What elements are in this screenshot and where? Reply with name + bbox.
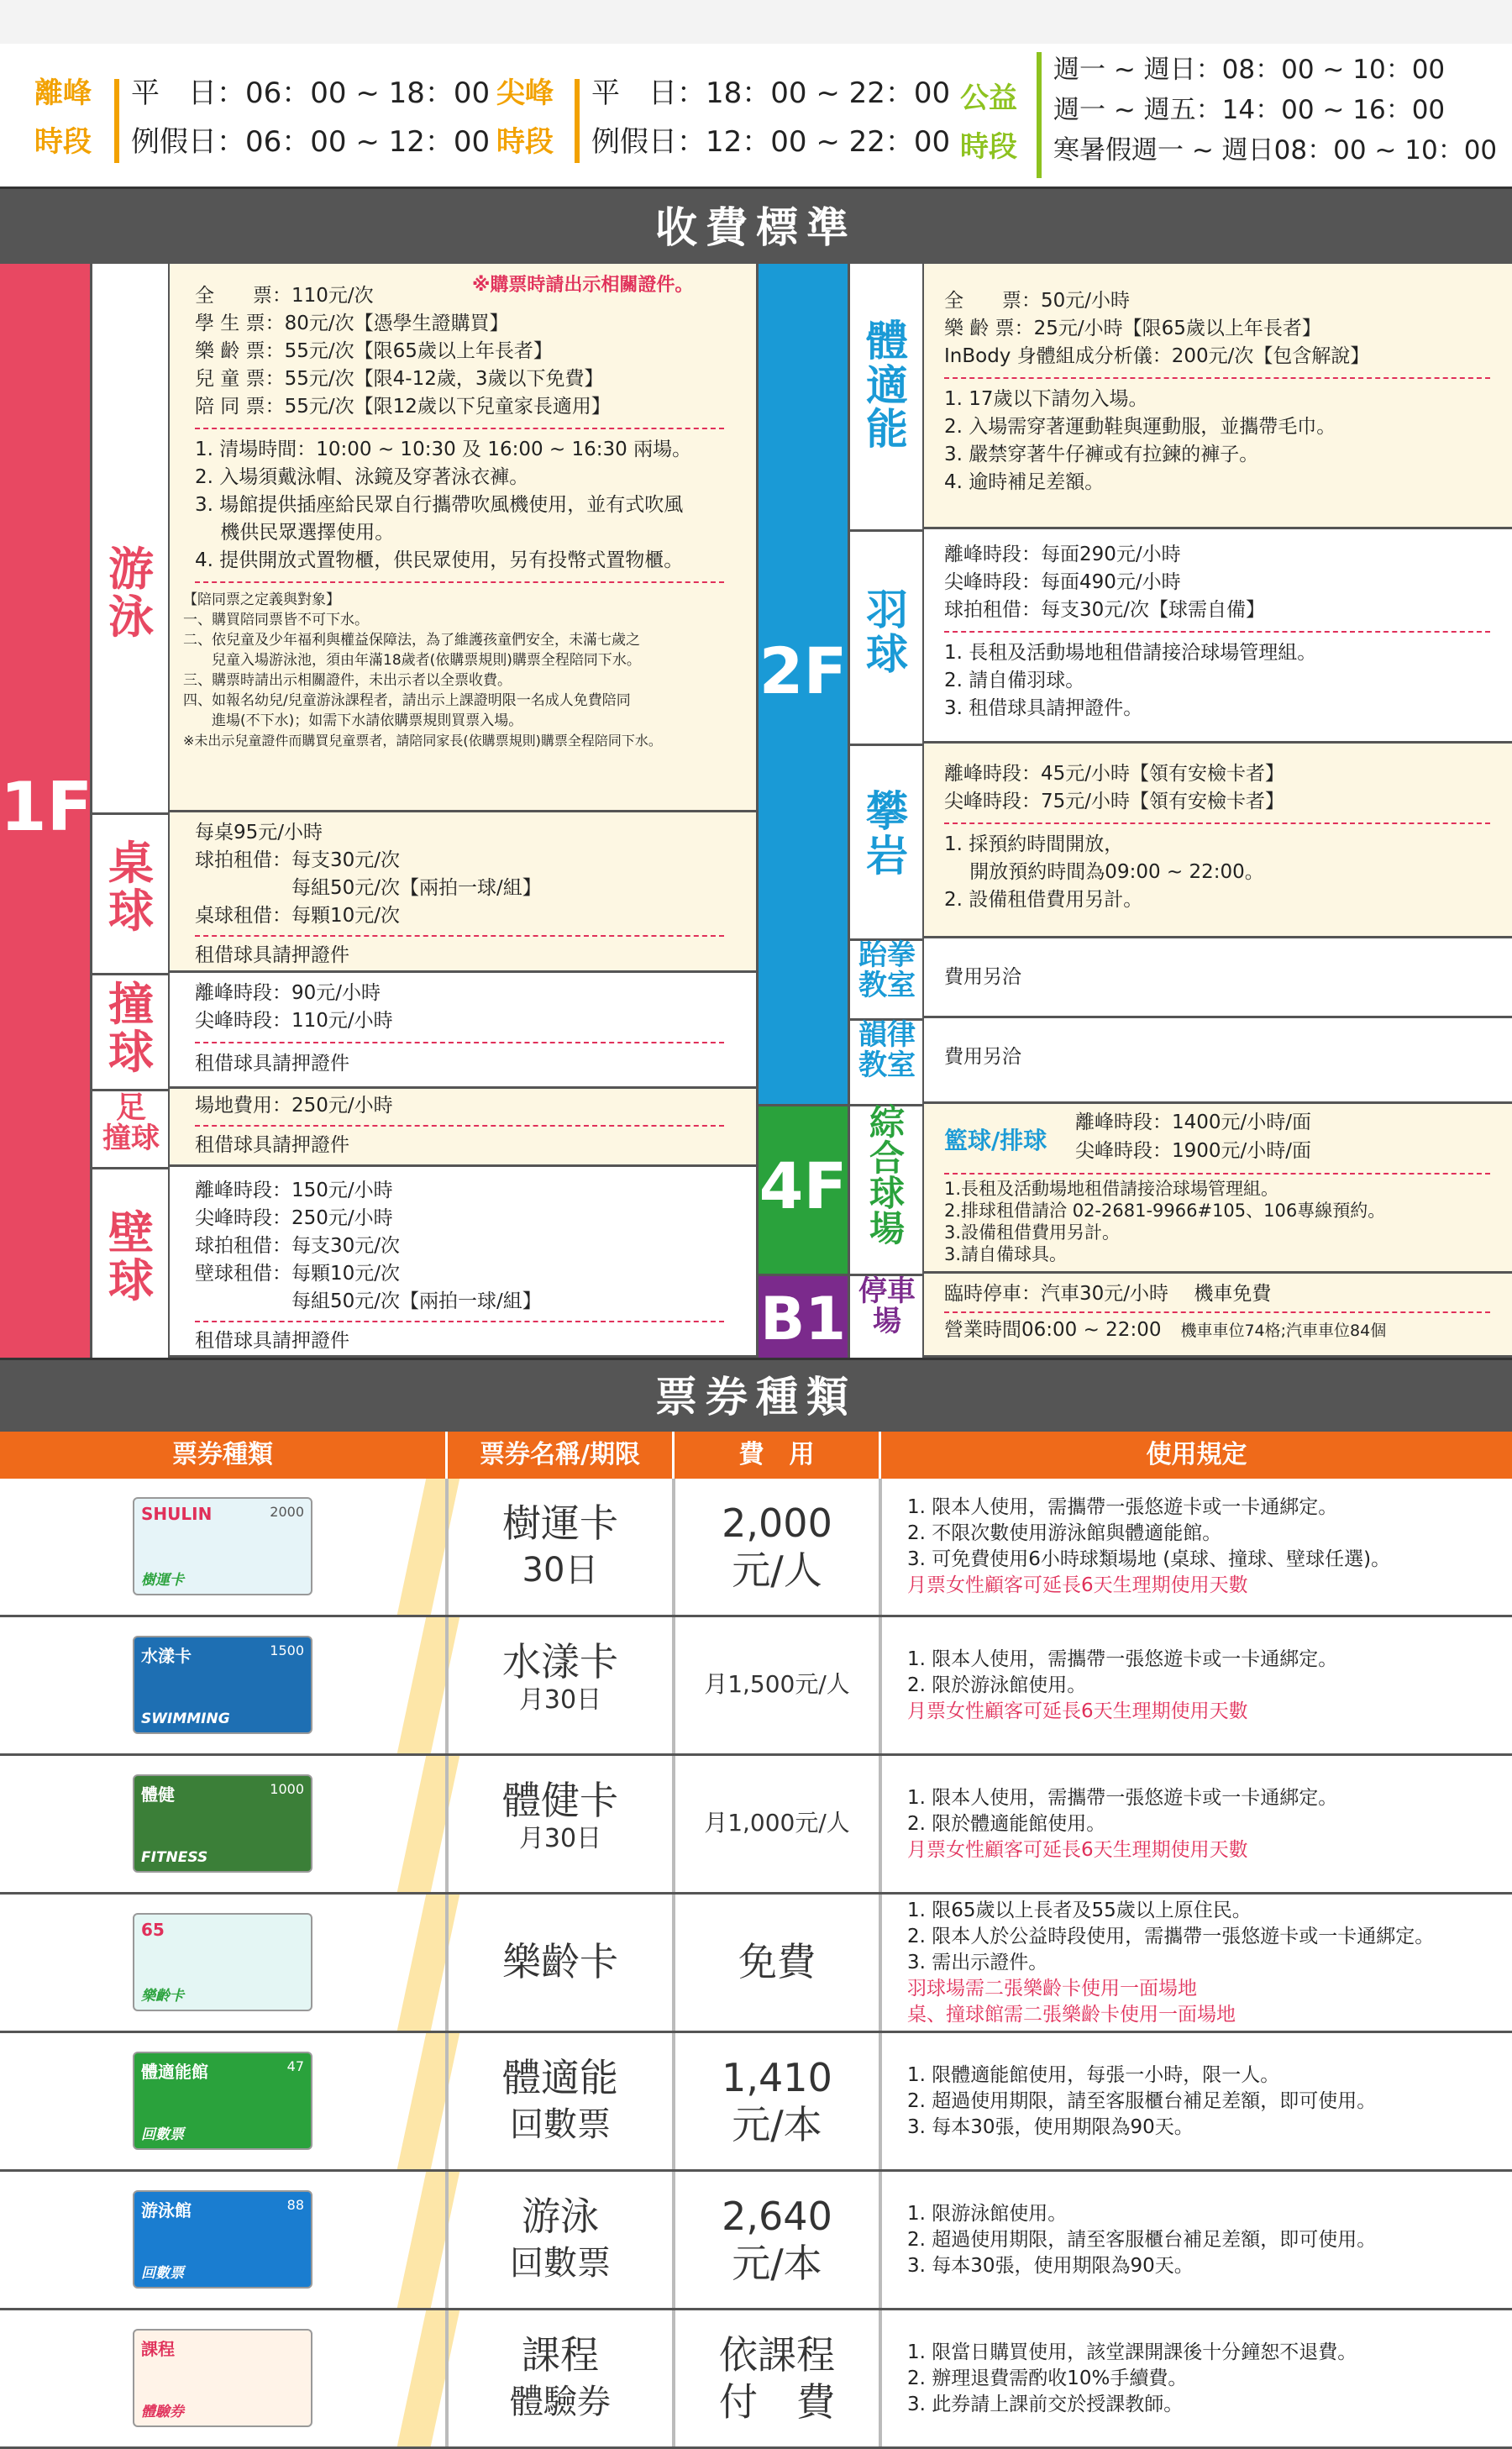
rule-line: 2. 不限次數使用游泳館與體適能館。 [907, 1522, 1222, 1544]
climbing-name: 攀岩 [866, 787, 908, 880]
squash-cell [170, 1167, 756, 1358]
divider [879, 1617, 882, 1753]
companion-line: 三、購票時請出示相關證件，未出示者以全票收費。 [183, 672, 512, 689]
divider [879, 1895, 882, 2031]
rule-line: 3. 嚴禁穿著牛仔褲或有拉鍊的褲子。 [944, 444, 1259, 465]
rule-line: 3.設備租借費用另計。 [944, 1222, 1121, 1243]
rule-line: 1. 採預約時間開放， [944, 833, 1124, 855]
tickets-title: 票券種類 [0, 1358, 1512, 1432]
divider [879, 2033, 882, 2169]
card-subtitle: 樂齡卡 [141, 1988, 184, 2005]
football-cell [170, 1089, 756, 1167]
card-title: 65 [141, 1920, 165, 1940]
price-line: 桌球租借：每顆10元/次 [195, 905, 401, 927]
divider [879, 1479, 882, 1615]
ticket-card-image [133, 1497, 312, 1595]
price-line: 兒 童 票：55元/次【限4-12歲，3歲以下免費】 [195, 368, 604, 390]
divider [92, 812, 170, 815]
rule-line: 1.長租及活動場地租借請接洽球場管理組。 [944, 1179, 1279, 1199]
header-rules: 使用規定 [879, 1432, 1512, 1479]
divider [850, 744, 924, 746]
companion-line: 兒童入場游泳池，須由年滿18歲者(依購票規則)購票全程陪同下水。 [183, 652, 641, 669]
ticket-fee [675, 2331, 879, 2425]
fee-line: 月1,000元/人 [704, 1809, 850, 1837]
rule-line: 4. 逾時補足差額。 [944, 471, 1105, 493]
dashed-divider [944, 822, 1490, 824]
hours-section [0, 44, 1512, 191]
rule-line: 1. 限本人使用，需攜帶一張悠遊卡或一卡通綁定。 [907, 1787, 1338, 1809]
fee-line: 依課程 [719, 2332, 835, 2378]
card-value: 1500 [270, 1642, 304, 1658]
dashed-divider [195, 935, 724, 937]
ticket-rules [907, 1898, 1504, 2028]
ticket-rules [907, 2201, 1504, 2279]
rule-line: 1. 限本人使用，需攜帶一張悠遊卡或一卡通綁定。 [907, 1648, 1338, 1670]
rule-line: 3. 需出示證件。 [907, 1952, 1048, 1973]
card-title: 體健 [141, 1784, 175, 1805]
floor-1f [0, 264, 92, 1358]
price-line: 球拍租借：每支30元/次 [195, 1235, 401, 1257]
ticket-fee [675, 1661, 879, 1708]
price-line: 離峰時段：每面290元/小時 [944, 544, 1181, 565]
parking-spaces: 機車車位74格;汽車車位84個 [1180, 1322, 1387, 1340]
table-row [0, 2172, 1512, 2310]
card-subtitle: 回數票 [141, 2126, 184, 2143]
floor-4f [756, 1104, 850, 1274]
price-line: 尖峰時段：每面490元/小時 [944, 571, 1181, 593]
ticket-name-line: 水漾卡 [502, 1639, 618, 1684]
rule-line: 2. 請自備羽球。 [944, 670, 1085, 691]
card-value: 2000 [270, 1504, 304, 1520]
ticket-name-line: 樂齡卡 [502, 1939, 618, 1984]
badminton-name: 羽球 [866, 586, 908, 679]
top-band [0, 0, 1512, 44]
rule-line: 2. 辦理退費需酌收10%手續費。 [907, 2368, 1188, 2389]
rule-line: 1. 17歲以下請勿入場。 [944, 388, 1148, 410]
price-line: 樂 齡 票：55元/次【限65歲以上年長者】 [195, 340, 553, 362]
rule-line: 開放預約時間為09:00 ~ 22:00。 [944, 861, 1264, 883]
card-value: 88 [286, 2197, 304, 2213]
card-value: 1000 [270, 1781, 304, 1797]
rhythm-cell [924, 1018, 1512, 1104]
price-line: 尖峰時段：1900元/小時/面 [1075, 1140, 1312, 1162]
companion-line: 二、依兒童及少年福利與權益保障法，為了維護孩童們安全，未滿七歲之 [183, 632, 640, 649]
dashed-divider [944, 1311, 1490, 1313]
football-name: 足 撞球 [102, 1090, 160, 1155]
card-title: 體適能館 [141, 2062, 208, 2082]
price-line: 離峰時段：45元/小時【領有安檢卡者】 [944, 763, 1285, 785]
card-subtitle: 樹運卡 [141, 1572, 184, 1589]
fees-title: 收費標準 [0, 187, 1512, 264]
ticket-name [449, 2331, 672, 2425]
price-line: 學 生 票：80元/次【憑學生證購買】 [195, 313, 509, 334]
dashed-divider [195, 1321, 724, 1322]
billiards-name: 撞球 [108, 978, 154, 1079]
swim-notice: ※購票時請出示相關證件。 [472, 275, 694, 296]
price-line: 每組50元/次【兩拍一球/組】 [195, 877, 542, 899]
deposit-note: 租借球具請押證件 [195, 1053, 349, 1075]
rule-line: 2. 限於游泳館使用。 [907, 1674, 1087, 1696]
table-row [0, 1756, 1512, 1895]
fee-line: 1,410 [722, 2055, 832, 2100]
ticket-name [449, 1938, 672, 1985]
rule-line: 1. 長租及活動場地租借請接洽球場管理組。 [944, 642, 1317, 664]
ticket-rules [907, 1647, 1504, 1725]
rule-line: 3.請自備球具。 [944, 1244, 1068, 1264]
deposit-note: 租借球具請押證件 [195, 1330, 349, 1352]
card-subtitle: 體驗券 [141, 2404, 184, 2420]
parking-cell [924, 1274, 1512, 1358]
header-name: 票券名稱/期限 [445, 1432, 672, 1479]
price-line: 球拍租借：每支30元/次【球需自備】 [944, 599, 1266, 621]
companion-line: 一、購買陪同票皆不可下水。 [183, 612, 369, 628]
ticket-rules [907, 2063, 1504, 2141]
parking-name: 停車 場 [858, 1274, 916, 1338]
rule-highlight: 月票女性顧客可延長6天生理期使用天數 [907, 1839, 1248, 1861]
rule-line: 3. 每本30張，使用期限為90天。 [907, 2255, 1194, 2277]
ticket-fee [675, 1500, 879, 1594]
rule-highlight: 羽球場需二張樂齡卡使用一面場地 [907, 1978, 1197, 2000]
divider [1037, 52, 1042, 178]
divider [879, 2310, 882, 2446]
peak-weekday: 平 日：18：00 ~ 22：00 [591, 76, 951, 110]
table-row [0, 1479, 1512, 1617]
price-line: 尖峰時段：250元/小時 [195, 1207, 393, 1229]
tickets-header [0, 1432, 1512, 1479]
ticket-period: 月30日 [518, 1685, 602, 1715]
fee-unit: 元/人 [732, 1548, 822, 1593]
companion-line: 【陪同票之定義與對象】 [183, 591, 340, 608]
rule-line: 2. 超過使用期限，請至客服櫃台補足差額，即可使用。 [907, 2090, 1377, 2112]
rule-line: 1. 限65歲以上長者及55歲以上原住民。 [907, 1900, 1252, 1921]
ticket-card-image [133, 2329, 312, 2427]
fee-unit: 元/本 [732, 2102, 822, 2147]
ticket-card-image [133, 1774, 312, 1873]
card-subtitle: 回數票 [141, 2265, 184, 2282]
fee-line: 免費 [738, 1939, 816, 1984]
ticket-card-image [133, 1913, 312, 2011]
ticket-name-line: 樹運卡 [502, 1500, 618, 1546]
offpeak-holiday: 例假日：06：00 ~ 12：00 [131, 125, 491, 159]
rule-line: 1. 限游泳館使用。 [907, 2203, 1068, 2225]
rule-line: 2. 設備租借費用另計。 [944, 889, 1143, 911]
deposit-note: 租借球具請押證件 [195, 944, 349, 966]
badminton-cell [924, 529, 1512, 744]
public-line1: 週一 ~ 週日：08：00 ~ 10：00 [1053, 55, 1446, 85]
fee-line: 2,000 [722, 1500, 832, 1546]
price-line: 陪 同 票：55元/次【限12歲以下兒童家長適用】 [195, 396, 611, 418]
price-line: 尖峰時段：110元/小時 [195, 1010, 393, 1032]
price-line: 每桌95元/小時 [195, 822, 323, 843]
price-line: 壁球租借：每顆10元/次 [195, 1263, 401, 1285]
card-title: 游泳館 [141, 2200, 192, 2220]
divider [879, 2172, 882, 2308]
dashed-divider [195, 581, 724, 583]
rule-highlight: 月票女性顧客可延長6天生理期使用天數 [907, 1700, 1248, 1722]
price-line: 離峰時段：1400元/小時/面 [1075, 1112, 1312, 1133]
rule-line: 3. 此券請上課前交於授課教師。 [907, 2394, 1184, 2415]
rule-line: 3. 可免費使用6小時球類場地 (桌球、撞球、壁球任選)。 [907, 1548, 1391, 1570]
rule-line: 1. 限本人使用，需攜帶一張悠遊卡或一卡通綁定。 [907, 1496, 1338, 1518]
fee-line: 2,640 [722, 2194, 832, 2239]
divider [92, 1167, 170, 1169]
offpeak-weekday: 平 日：06：00 ~ 18：00 [131, 76, 491, 110]
ticket-rules [907, 1785, 1504, 1863]
deposit-note: 租借球具請押證件 [195, 1134, 349, 1156]
dashed-divider [944, 1173, 1490, 1175]
fitness-cell [924, 264, 1512, 529]
ticket-fee [675, 1800, 879, 1847]
table-row [0, 1617, 1512, 1756]
companion-line: ※未出示兒童證件而購買兒童票者，請陪同家長(依購票規則)購票全程陪同下水。 [183, 733, 662, 749]
header-fee: 費 用 [672, 1432, 879, 1479]
card-title: 課程 [141, 2339, 175, 2359]
ticket-period: 30日 [522, 1551, 599, 1590]
price-line: 全 票：110元/次 [195, 285, 374, 307]
price-line: 場地費用：250元/小時 [195, 1095, 393, 1117]
rule-line: 2. 超過使用期限，請至客服櫃台補足差額，即可使用。 [907, 2229, 1377, 2251]
dashed-divider [195, 428, 724, 429]
divider [92, 973, 170, 975]
ticket-name [449, 1777, 672, 1854]
offpeak-label: 離峰 時段 [34, 76, 92, 159]
rule-line: 3. 每本30張，使用期限為90天。 [907, 2116, 1194, 2138]
ticket-name [449, 1638, 672, 1716]
ticket-fee [675, 1938, 879, 1985]
rule-highlight: 月票女性顧客可延長6天生理期使用天數 [907, 1574, 1248, 1596]
ticket-name-line: 體適能 [502, 2055, 618, 2100]
companion-line: 進場(不下水)；如需下水請依購票規則買票入場。 [183, 712, 523, 729]
peak-holiday: 例假日：12：00 ~ 22：00 [591, 125, 951, 159]
ticket-period: 回數票 [510, 2105, 611, 2144]
companion-line: 四、如報名幼兒/兒童游泳課程者，請出示上課證明限一名成人免費陪同 [183, 692, 631, 709]
rule-line: 機供民眾選擇使用。 [195, 522, 395, 544]
floor-b1 [756, 1274, 850, 1358]
ticket-name [449, 1500, 672, 1594]
rule-line: 4. 提供開放式置物櫃，供民眾使用，另有投幣式置物櫃。 [195, 549, 684, 571]
price-line: 全 票：50元/小時 [944, 290, 1131, 312]
public-label: 公益 時段 [960, 81, 1017, 164]
rule-line: 3. 場館提供插座給民眾自行攜帶吹風機使用，並有式吹風 [195, 494, 684, 516]
card-title: 水漾卡 [141, 1646, 192, 1666]
fee-unit: 付 費 [719, 2379, 835, 2425]
price-line: 樂 齡 票：25元/小時【限65歲以上年長者】 [944, 318, 1321, 339]
ticket-name-line: 課程 [522, 2332, 599, 2378]
rule-line: 2. 限本人於公益時段使用，需攜帶一張悠遊卡或一卡通綁定。 [907, 1926, 1435, 1947]
squash-name: 壁球 [108, 1206, 154, 1307]
climbing-cell [924, 744, 1512, 938]
rule-line: 2. 入場須戴泳帽、泳鏡及穿著泳衣褲。 [195, 466, 529, 488]
ticket-name-line: 體健卡 [502, 1778, 618, 1823]
price-line: InBody 身體組成分析儀：200元/次【包含解說】 [944, 345, 1370, 367]
rhythm-name: 韻律 教室 [858, 1018, 916, 1082]
dashed-divider [944, 377, 1490, 379]
rule-line: 3. 租借球具請押證件。 [944, 697, 1143, 719]
divider [114, 79, 119, 163]
rule-line: 1. 清場時間：10:00 ~ 10:30 及 16:00 ~ 16:30 兩場。 [195, 439, 692, 460]
ticket-period: 月30日 [518, 1824, 602, 1853]
fee-text: 費用另洽 [944, 1046, 1021, 1068]
ticket-name [449, 2193, 672, 2287]
billiards-cell [170, 973, 756, 1089]
divider [575, 79, 580, 163]
floor-2f-label: 2F [759, 633, 848, 708]
ticket-card-image [133, 2190, 312, 2289]
ticket-period: 體驗券 [510, 2383, 611, 2421]
arena-cell [924, 1104, 1512, 1274]
card-title: SHULIN [141, 1504, 213, 1524]
card-subtitle: SWIMMING [141, 1711, 230, 1727]
divider [879, 1756, 882, 1892]
floor-1f-label: 1F [0, 768, 93, 846]
ticket-name-line: 游泳 [522, 2194, 599, 2239]
floor-2f [756, 264, 850, 1104]
fee-line: 月1,500元/人 [704, 1670, 850, 1698]
fee-text: 費用另洽 [944, 966, 1021, 988]
fitness-name: 體適能 [866, 317, 908, 454]
divider [850, 529, 924, 532]
table-row [0, 1895, 1512, 2033]
price-line: 離峰時段：90元/小時 [195, 982, 381, 1004]
header-type: 票券種類 [0, 1432, 445, 1479]
dashed-divider [195, 1125, 724, 1127]
swim-name: 游泳 [108, 543, 154, 644]
public-line2: 週一 ~ 週五：14：00 ~ 16：00 [1053, 95, 1446, 125]
fee-unit: 元/本 [732, 2241, 822, 2286]
card-value: 47 [286, 2058, 304, 2074]
ticket-card-image [133, 2052, 312, 2150]
sport-name-column [92, 264, 170, 1358]
price-line: 每組50元/次【兩拍一球/組】 [195, 1290, 542, 1312]
rule-line: 2. 入場需穿著運動鞋與運動服，並攜帶毛巾。 [944, 416, 1336, 438]
public-line3: 寒暑假週一 ~ 週日08：00 ~ 10：00 [1053, 135, 1498, 166]
ticket-card-image [133, 1636, 312, 1734]
rule-line: 2. 限於體適能館使用。 [907, 1813, 1106, 1835]
floor-b1-label: B1 [759, 1285, 847, 1353]
ticket-period: 回數票 [510, 2244, 611, 2283]
parking-line: 臨時停車：汽車30元/小時 機車免費 [944, 1283, 1272, 1305]
swim-cell [170, 264, 756, 812]
taekwondo-name: 跆拳 教室 [858, 938, 916, 1002]
ticket-rows [0, 1479, 1512, 2446]
ticket-rules [907, 1495, 1504, 1599]
table-row [0, 2310, 1512, 2449]
dashed-divider [944, 631, 1490, 633]
tabletennis-cell [170, 812, 756, 973]
peak-label: 尖峰 時段 [496, 76, 554, 159]
ticket-rules [907, 2340, 1504, 2418]
price-line: 離峰時段：150元/小時 [195, 1180, 393, 1201]
price-line: 尖峰時段：75元/小時【領有安檢卡者】 [944, 791, 1285, 812]
price-line: 球拍租借：每支30元/次 [195, 849, 401, 871]
parking-hours: 營業時間06:00 ~ 22:00 [944, 1319, 1162, 1341]
tabletennis-name: 桌球 [108, 837, 154, 938]
ticket-name [449, 2054, 672, 2148]
arena-sub: 籃球/排球 [944, 1127, 1047, 1154]
dashed-divider [195, 1042, 724, 1043]
arena-name: 綜合球場 [869, 1102, 905, 1249]
rule-line: 2.排球租借請洽 02-2681-9966#105、106專線預約。 [944, 1201, 1386, 1221]
table-row [0, 2033, 1512, 2172]
taekwondo-cell [924, 938, 1512, 1018]
rule-line: 1. 限當日購買使用，該堂課開課後十分鐘恕不退費。 [907, 2341, 1357, 2363]
card-subtitle: FITNESS [141, 1849, 208, 1866]
rule-highlight: 桌、撞球館需二張樂齡卡使用一面場地 [907, 2004, 1236, 2026]
floor-4f-label: 4F [759, 1148, 848, 1223]
rule-line: 1. 限體適能館使用，每張一小時，限一人。 [907, 2064, 1280, 2086]
ticket-fee [675, 2054, 879, 2148]
ticket-fee [675, 2193, 879, 2287]
